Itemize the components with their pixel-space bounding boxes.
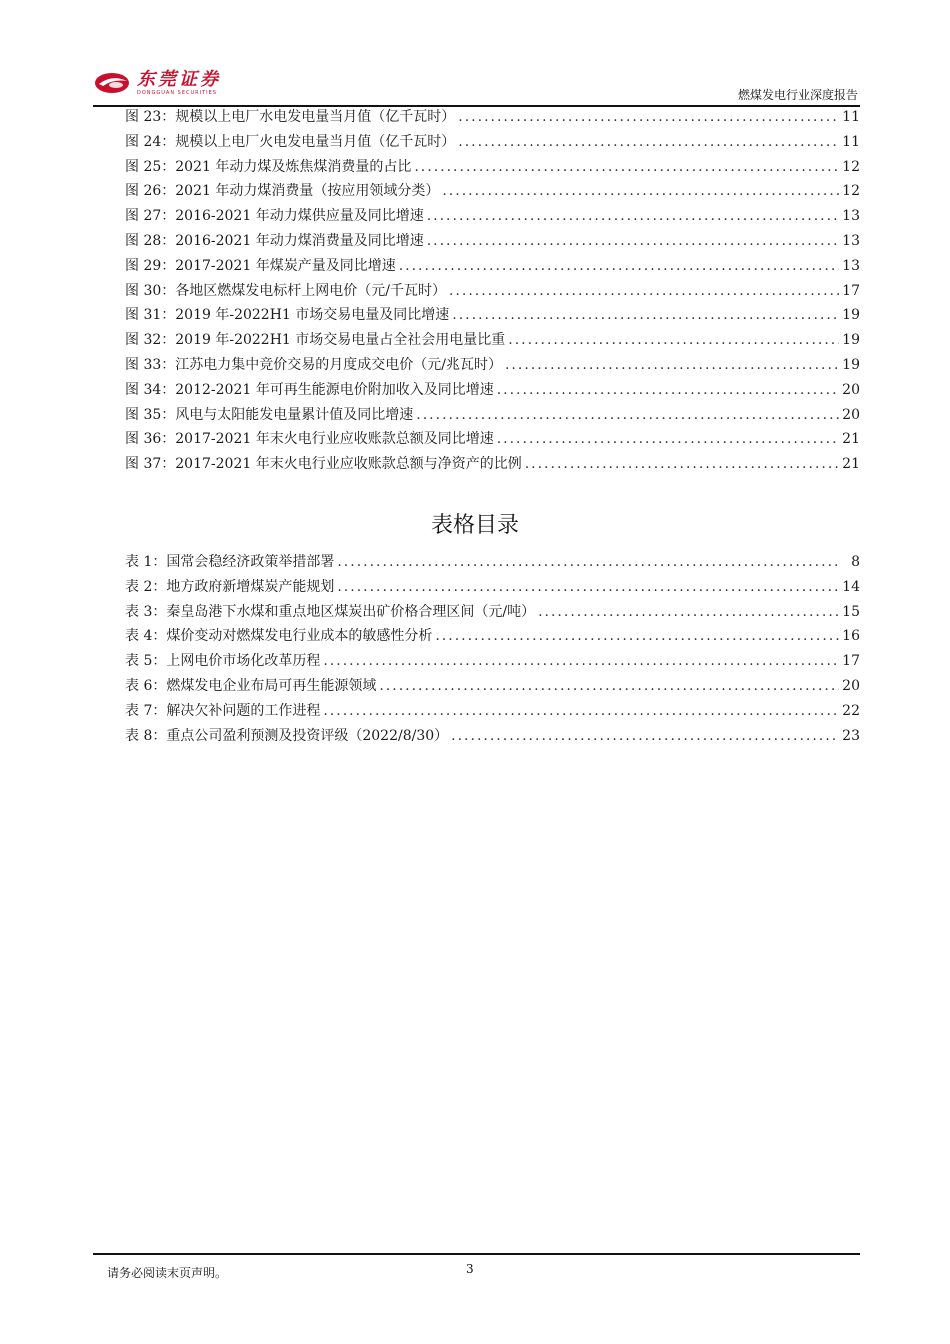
footer-divider [93, 1253, 860, 1255]
figure-toc-entry[interactable] [125, 403, 860, 428]
figure-toc-entry-label: 图 29：2017-2021 年煤炭产量及同比增速 [125, 257, 396, 274]
table-toc-entry-page-number: 15 [842, 603, 860, 620]
dot-leader [451, 724, 839, 749]
figure-toc-entry-page-number: 13 [842, 232, 860, 249]
report-title: 燃煤发电行业深度报告 [737, 88, 858, 102]
figure-toc-entry-page-number: 20 [842, 406, 860, 423]
dot-leader [538, 600, 839, 625]
figure-toc-entry-page-number: 11 [842, 109, 860, 125]
figure-toc-entry-page-number: 13 [842, 257, 860, 274]
figure-toc-entry-label: 图 32：2019 年-2022H1 市场交易电量占全社会用电量比重 [125, 332, 506, 349]
figure-toc-entry-page-number: 20 [842, 381, 860, 398]
tables-section-title: 表格目录 [430, 513, 519, 538]
logo-chinese-name: 东莞证券 [137, 68, 221, 90]
figure-toc-entry[interactable] [125, 204, 860, 229]
disclaimer-note: 请务必阅读末页声明。 [107, 1266, 228, 1280]
figure-toc-entry[interactable] [125, 105, 860, 130]
figure-toc-entry-page-number: 21 [842, 456, 860, 473]
figure-toc-entry-page-number: 21 [842, 431, 860, 448]
figure-toc-entry-label: 图 28：2016-2021 年动力煤消费量及同比增速 [125, 232, 424, 249]
figure-toc-entry-label: 图 27：2016-2021 年动力煤供应量及同比增速 [125, 208, 424, 225]
figure-toc-entry-label: 图 24：规模以上电厂火电发电量当月值（亿千瓦时） [125, 133, 456, 150]
dot-leader [497, 378, 839, 403]
table-toc-entry-label: 表 4：煤价变动对燃煤发电行业成本的敏感性分析 [125, 628, 433, 645]
table-toc-entry[interactable] [125, 674, 860, 699]
dot-leader [414, 155, 839, 180]
dot-leader [427, 204, 839, 229]
figure-toc-entry-label: 图 35：风电与太阳能发电量累计值及同比增速 [125, 406, 414, 423]
dot-leader [337, 550, 841, 575]
table-toc-entry[interactable] [125, 724, 860, 749]
table-toc-entry-page-number: 20 [842, 677, 860, 694]
figure-toc-entry[interactable] [125, 427, 860, 452]
figure-toc-entry[interactable] [125, 229, 860, 254]
figure-toc-entry-page-number: 17 [842, 282, 860, 299]
figure-toc-entry-page-number: 12 [842, 158, 860, 175]
table-toc-entry[interactable] [125, 649, 860, 674]
figure-toc-entry-label: 图 34：2012-2021 年可再生能源电价附加收入及同比增速 [125, 381, 494, 398]
figure-toc-entry-label: 图 33：江苏电力集中竞价交易的月度成交电价（元/兆瓦时） [125, 356, 502, 373]
dot-leader [505, 353, 839, 378]
dot-leader [416, 403, 839, 428]
figure-toc-entry-label: 图 37：2017-2021 年末火电行业应收账款总额与净资产的比例 [125, 456, 522, 473]
table-toc-entry-label: 表 5：上网电价市场化改革历程 [125, 653, 321, 670]
table-toc-entry-label: 表 2：地方政府新增煤炭产能规划 [125, 578, 335, 595]
figure-toc-entry-page-number: 11 [842, 133, 860, 150]
table-toc-entry[interactable] [125, 575, 860, 600]
figure-toc-entry[interactable] [125, 254, 860, 279]
dot-leader [525, 452, 839, 477]
figure-toc-entry-page-number: 13 [842, 208, 860, 225]
dot-leader [458, 130, 839, 155]
table-list [125, 550, 860, 748]
figure-toc-entry-page-number: 12 [842, 183, 860, 200]
figure-toc-entry-label: 图 30：各地区燃煤发电标杆上网电价（元/千瓦时） [125, 282, 446, 299]
table-toc-entry-page-number: 17 [842, 653, 860, 670]
table-toc-entry-label: 表 3：秦皇岛港下水煤和重点地区煤炭出矿价格合理区间（元/吨） [125, 603, 536, 620]
figure-toc-entry[interactable] [125, 279, 860, 304]
figure-toc-entry[interactable] [125, 378, 860, 403]
figure-toc-entry[interactable] [125, 155, 860, 180]
table-toc-entry-page-number: 16 [842, 628, 860, 645]
table-toc-entry[interactable] [125, 550, 860, 575]
figure-toc-entry-label: 图 25：2021 年动力煤及炼焦煤消费量的占比 [125, 158, 412, 175]
dot-leader [452, 303, 839, 328]
page-header [93, 68, 860, 108]
page-number: 3 [466, 1262, 474, 1276]
dot-leader [435, 624, 839, 649]
figure-toc-entry[interactable] [125, 303, 860, 328]
figure-list [125, 105, 860, 477]
dot-leader [449, 279, 839, 304]
logo-mark-icon [93, 70, 131, 96]
dot-leader [442, 179, 839, 204]
company-logo [93, 68, 221, 98]
dot-leader [497, 427, 839, 452]
logo-english-name: DONGGUAN SECURITIES [137, 89, 217, 96]
table-toc-entry-page-number: 14 [842, 578, 860, 595]
dot-leader [323, 699, 839, 724]
figure-toc-entry[interactable] [125, 328, 860, 353]
table-toc-entry-page-number: 8 [851, 554, 860, 570]
dot-leader [399, 254, 839, 279]
figure-toc-entry-page-number: 19 [842, 307, 860, 324]
dot-leader [508, 328, 839, 353]
figure-toc-entry[interactable] [125, 452, 860, 477]
figure-toc-entry-label: 图 31：2019 年-2022H1 市场交易电量及同比增速 [125, 307, 450, 324]
table-toc-entry-label: 表 1：国常会稳经济政策举措部署 [125, 554, 335, 570]
figure-toc-entry[interactable] [125, 179, 860, 204]
dot-leader [458, 105, 839, 130]
figure-toc-entry[interactable] [125, 353, 860, 378]
figure-toc-entry-label: 图 23：规模以上电厂水电发电量当月值（亿千瓦时） [125, 109, 456, 125]
table-toc-entry-label: 表 8：重点公司盈利预测及投资评级（2022/8/30） [125, 727, 449, 744]
table-toc-entry-page-number: 23 [842, 727, 860, 744]
table-toc-entry-page-number: 22 [842, 702, 860, 719]
figure-toc-entry-label: 图 26：2021 年动力煤消费量（按应用领域分类） [125, 183, 440, 200]
dot-leader [379, 674, 839, 699]
figure-toc-entry-page-number: 19 [842, 356, 860, 373]
table-toc-entry[interactable] [125, 600, 860, 625]
table-toc-entry[interactable] [125, 624, 860, 649]
dot-leader [323, 649, 839, 674]
table-toc-entry[interactable] [125, 699, 860, 724]
figure-toc-entry-label: 图 36：2017-2021 年末火电行业应收账款总额及同比增速 [125, 431, 494, 448]
table-toc-entry-label: 表 6：燃煤发电企业布局可再生能源领域 [125, 677, 377, 694]
table-toc-entry-label: 表 7：解决欠补问题的工作进程 [125, 702, 321, 719]
figure-toc-entry[interactable] [125, 130, 860, 155]
figure-toc-entry-page-number: 19 [842, 332, 860, 349]
dot-leader [337, 575, 839, 600]
dot-leader [427, 229, 839, 254]
